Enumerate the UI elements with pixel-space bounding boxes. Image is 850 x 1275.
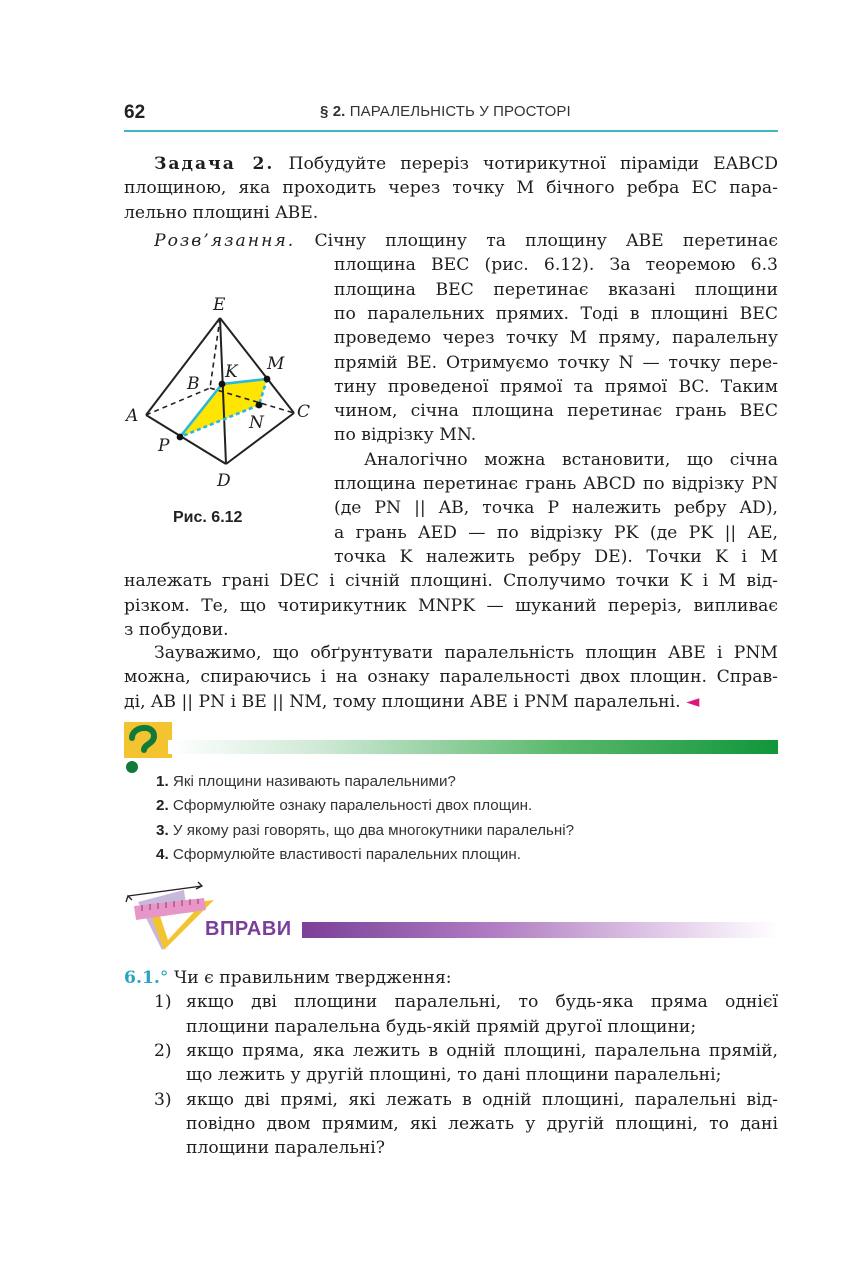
question-mark-dot bbox=[126, 761, 138, 773]
question-text: Сформулюйте ознаку паралельності двох площин. bbox=[172, 797, 533, 815]
point-P bbox=[177, 434, 184, 441]
label-E: E bbox=[213, 295, 226, 315]
figure-caption: Рис. 6.12 bbox=[173, 509, 243, 526]
header-rule bbox=[124, 130, 778, 132]
remark-line-1: Зауважимо, що обґрунтувати паралельність площин ABE і PNM bbox=[154, 643, 778, 663]
solution-line-1 bbox=[154, 229, 778, 253]
exercise-6-1-header bbox=[124, 966, 452, 990]
question-text: Які площини називають паралельними? bbox=[172, 773, 456, 790]
problem-line-3: лельно площині ABE. bbox=[124, 202, 319, 223]
solution-line-11: площина перетинає грань ABCD по відрізку PN bbox=[334, 474, 778, 494]
label-N: N bbox=[249, 413, 264, 433]
question-number: 4. bbox=[156, 845, 169, 863]
label-K: K bbox=[225, 362, 238, 382]
solution-line-15: належать грані DEC і січній площині. Сполучимо точки K і M від- bbox=[124, 571, 778, 592]
exercises-title: ВПРАВИ bbox=[205, 918, 292, 940]
solution-line-14: точка K належить ребру DE). Точки K і M bbox=[334, 546, 778, 567]
problem-line-1 bbox=[154, 152, 778, 176]
label-C: C bbox=[297, 402, 311, 422]
label-D: D bbox=[217, 471, 231, 491]
question-item bbox=[156, 819, 574, 843]
exercise-level-mark: ° bbox=[159, 968, 169, 988]
problem-line-2: площиною, яка проходить через точку M бічного ребра EC пара- bbox=[124, 178, 778, 199]
exercise-number: 6.1. bbox=[124, 968, 160, 988]
question-number: 2. bbox=[156, 797, 169, 815]
page-header bbox=[124, 100, 778, 130]
solution-line-16: різком. Те, що чотирикутник MNPK — шуканий переріз, випливає bbox=[124, 595, 778, 616]
solution-line-8: чином, січна площина перетинає грань BEC bbox=[334, 401, 778, 422]
problem-text-1: Побудуйте переріз чотирикутної піраміди EABCD bbox=[288, 154, 778, 174]
question-item bbox=[156, 843, 574, 867]
exercise-item-number: 1) bbox=[154, 992, 172, 1013]
exercises-bar bbox=[302, 922, 778, 938]
question-number: 3. bbox=[156, 821, 169, 839]
section-title-text: ПАРАЛЕЛЬНІСТЬ У ПРОСТОРІ bbox=[349, 103, 571, 120]
exercise-item-text: площини паралельна будь-якій прямій другої площини; bbox=[186, 1016, 697, 1037]
solution-line-12: (де PN || AB, точка P належить ребру AD), bbox=[334, 498, 778, 519]
label-A: A bbox=[126, 406, 139, 426]
solution-line-3: площина BEC перетинає вказані площини bbox=[334, 279, 778, 300]
end-of-solution-mark: ◄ bbox=[686, 691, 700, 712]
solution-line-7: тину проведеної прямої та прямої BC. Таким bbox=[334, 376, 778, 397]
question-item bbox=[156, 794, 574, 818]
exercise-prompt: Чи є правильним твердження: bbox=[173, 968, 452, 988]
exercise-item-number: 3) bbox=[154, 1089, 172, 1110]
remark-line-3 bbox=[124, 690, 699, 714]
solution-line-13: а грань AED — по відрізку PK (де PK || AE, bbox=[334, 522, 778, 543]
solution-line-6: прямій BE. Отримуємо точку N — точку пере- bbox=[334, 352, 778, 373]
remark-line-2: можна, спираючись і на ознаку паралельності двох площин. Справ- bbox=[124, 667, 778, 688]
page-number: 62 bbox=[124, 102, 146, 123]
exercise-item-number: 2) bbox=[154, 1040, 172, 1061]
label-M: M bbox=[267, 354, 285, 374]
questions-bar bbox=[168, 740, 778, 754]
label-B: B bbox=[187, 374, 200, 394]
solution-line-9: по відрізку MN. bbox=[334, 425, 477, 446]
question-number: 1. bbox=[156, 773, 169, 790]
label-P: P bbox=[158, 436, 170, 456]
solution-line-2: площина BEC (рис. 6.12). За теоремою 6.3 bbox=[334, 255, 778, 276]
ruler-triangle-icon bbox=[122, 880, 214, 952]
solution-line-17: з побудови. bbox=[124, 619, 229, 640]
questions-list bbox=[156, 770, 574, 867]
question-mark-icon bbox=[124, 722, 172, 758]
exercise-item-text: повідно двом прямим, які лежать у другій площині, то дані bbox=[186, 1113, 778, 1134]
exercise-item-text: якщо дві площини паралельні, то будь-яка пряма однієї bbox=[186, 992, 778, 1013]
pyramid-figure bbox=[124, 285, 324, 495]
solution-label: Розв’язання. bbox=[154, 231, 296, 251]
solution-line-10: Аналогічно можна встановити, що січна bbox=[364, 449, 778, 470]
solution-line-5: проведемо через точку M пряму, паралельну bbox=[334, 328, 778, 349]
exercise-item-text: якщо пряма, яка лежить в одній площині, паралельна прямій, bbox=[186, 1040, 778, 1061]
point-N bbox=[256, 402, 263, 409]
exercise-item-text: якщо дві прямі, які лежать в одній площині, паралельні від- bbox=[186, 1089, 778, 1110]
remark-text-3: ді, AB || PN і BE || NM, тому площини ABE і PNM паралельні. bbox=[124, 691, 681, 712]
solution-line-4: по паралельних прямих. Тоді в площині BEC bbox=[334, 303, 778, 324]
point-M bbox=[264, 376, 271, 383]
question-text: Сформулюйте властивості паралельних площин. bbox=[172, 845, 521, 863]
section-title bbox=[320, 103, 571, 120]
question-item bbox=[156, 770, 574, 794]
section-number: § 2. bbox=[320, 103, 346, 120]
problem-label: Задача 2. bbox=[154, 154, 275, 174]
solution-text-1: Січну площину та площину ABE перетинає bbox=[314, 231, 778, 251]
exercise-item-text: що лежить у другій площині, то дані площини паралельні; bbox=[186, 1065, 722, 1086]
question-text: У якому разі говорять, що два многокутники паралельні? bbox=[172, 821, 575, 839]
exercise-item-text: площини паралельні? bbox=[186, 1138, 386, 1159]
